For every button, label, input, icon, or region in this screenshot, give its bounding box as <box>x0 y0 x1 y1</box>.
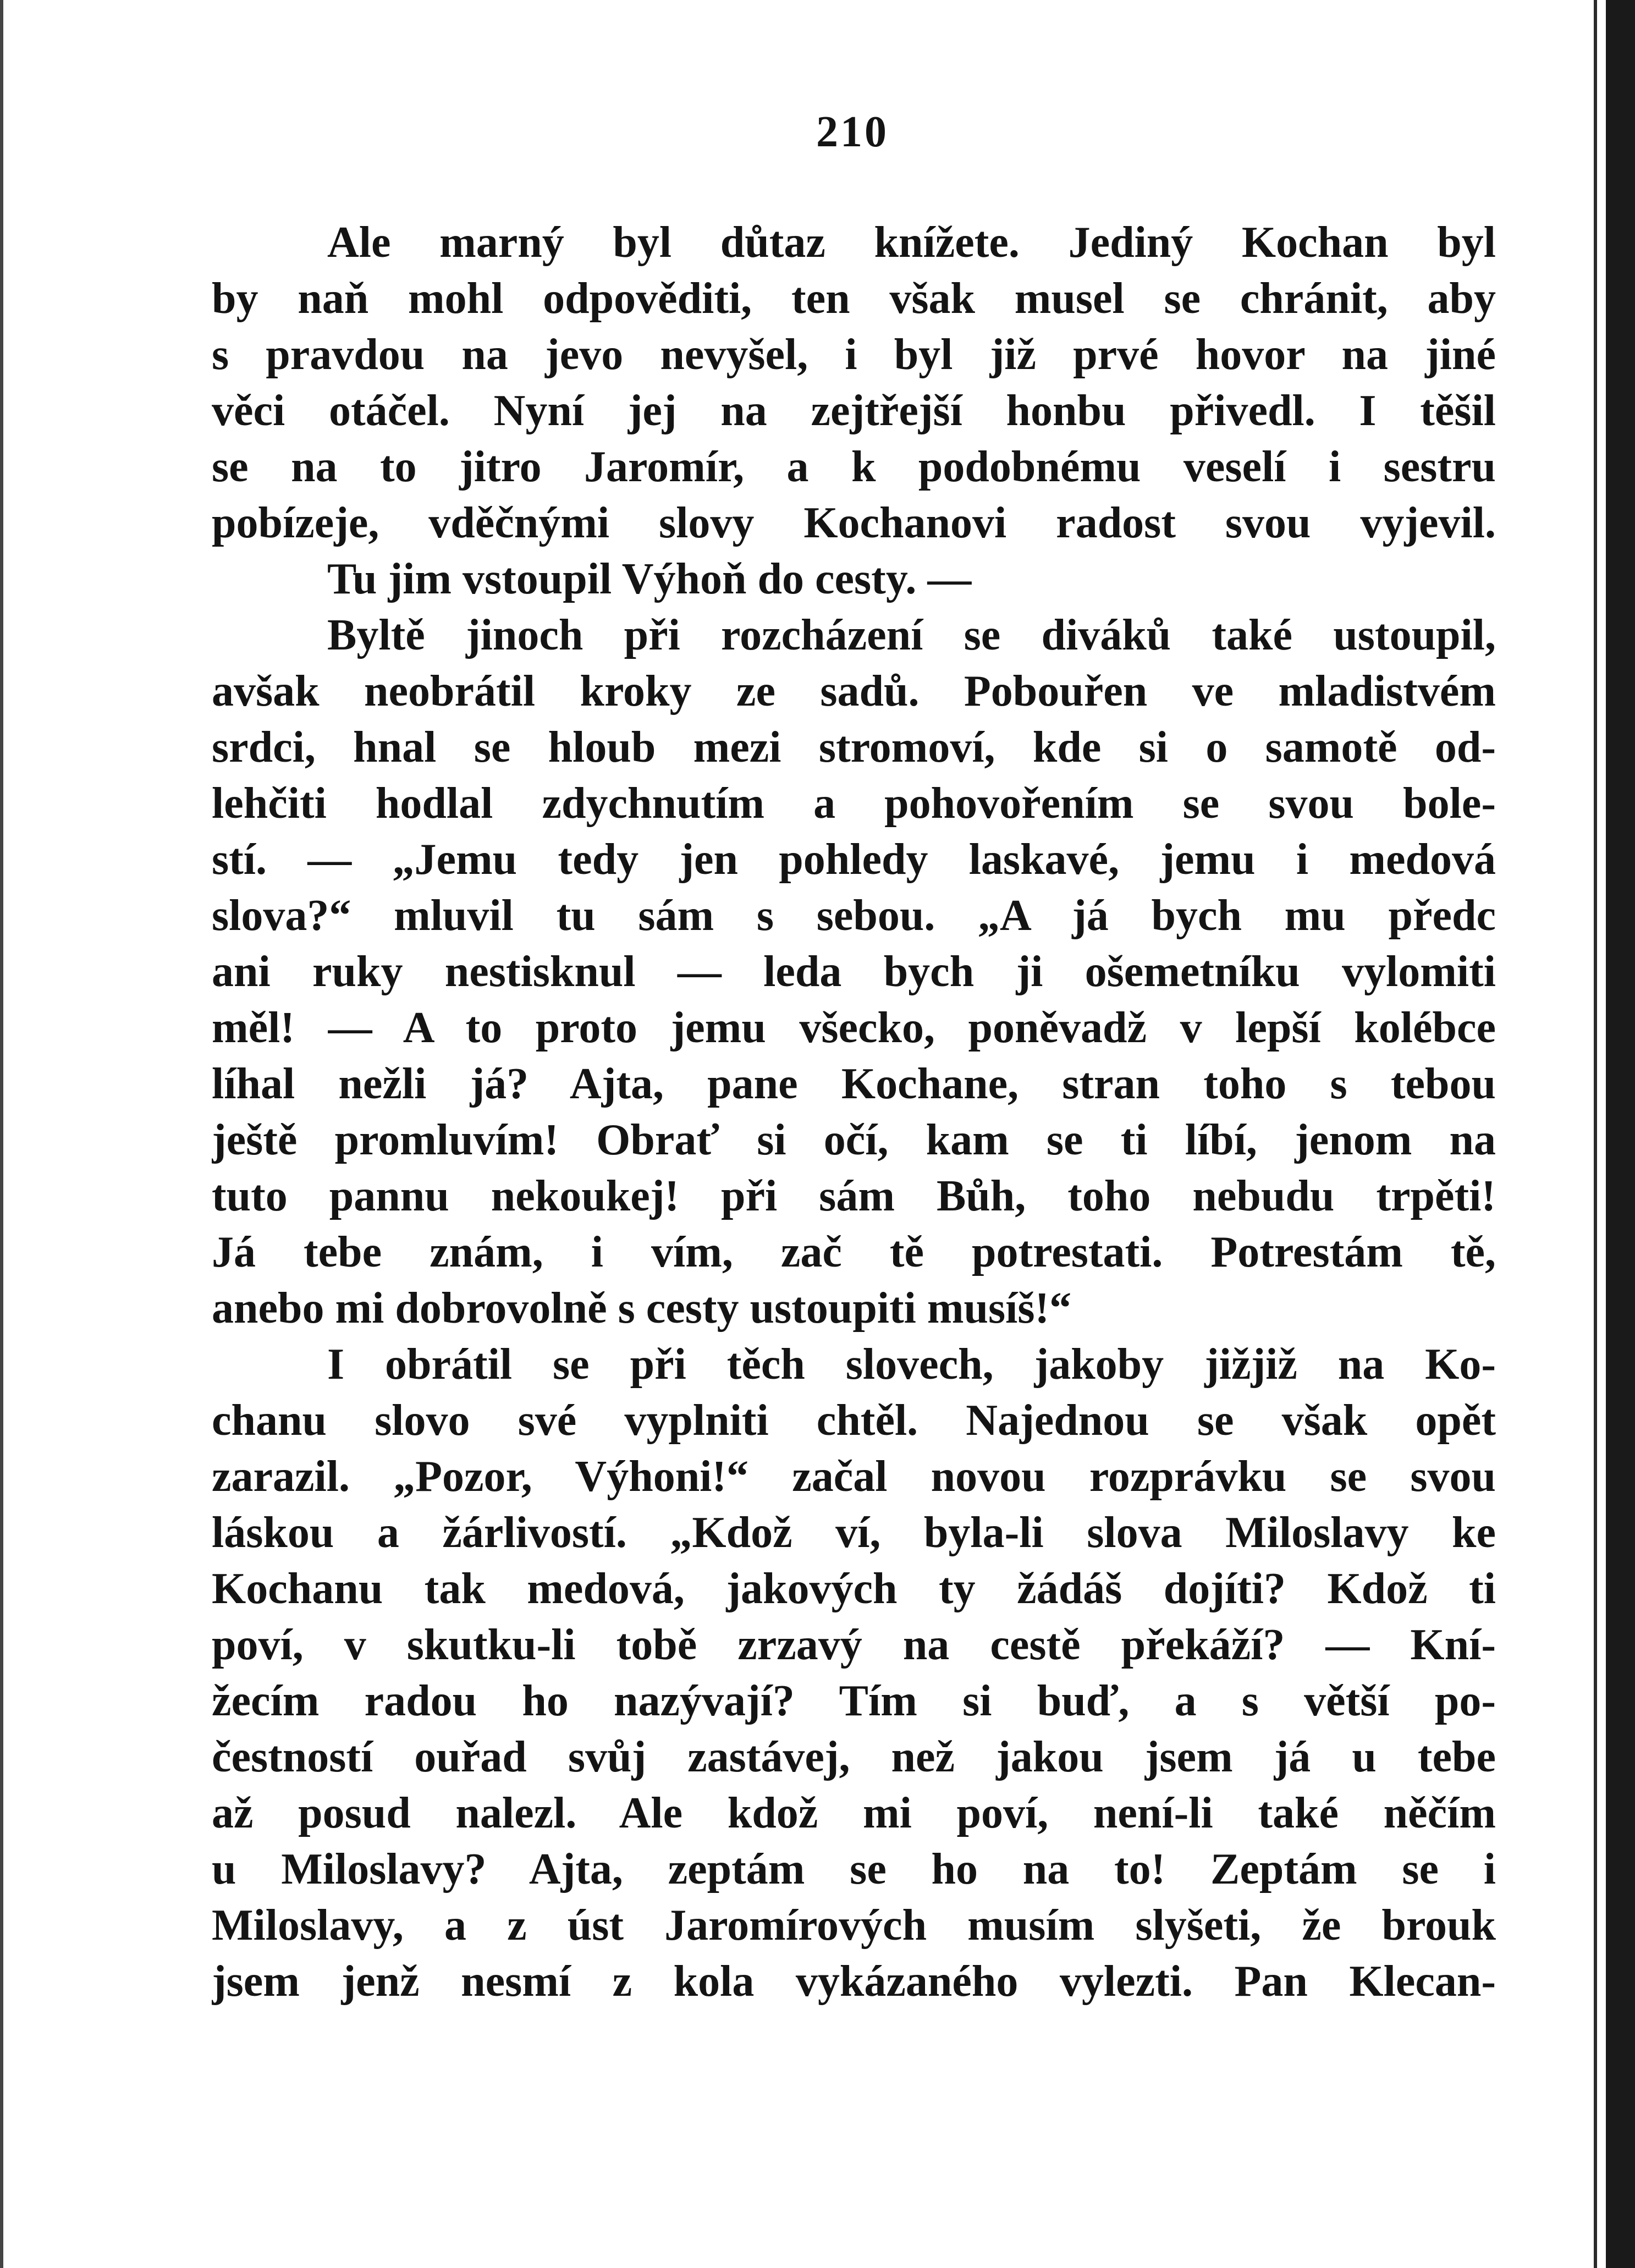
body-text <box>212 214 1496 2010</box>
text-line: Ale marný byl důtaz knížete. Jediný Kochan byl <box>327 218 1496 267</box>
text-line: zarazil. „Pozor, Výhoni!“ začal novou rozprávku se svou <box>212 1452 1496 1501</box>
text-line: měl! — A to proto jemu všecko, poněvadž v lepší kolébce <box>212 1004 1496 1052</box>
text-line: lehčiti hodlal zdychnutím a pohovořením se svou bole- <box>212 779 1496 828</box>
text-line: Miloslavy, a z úst Jaromírových musím slyšeti, že brouk <box>212 1901 1496 1950</box>
text-line: Kochanu tak medová, jakových ty žádáš dojíti? Kdož ti <box>212 1565 1496 1613</box>
text-line: chanu slovo své vyplniti chtěl. Najednou se však opět <box>212 1396 1496 1445</box>
text-line: poví, v skutku-li tobě zrzavý na cestě překáží? — Kní- <box>212 1621 1496 1669</box>
page-number: 210 <box>816 108 889 156</box>
text-line: anebo mi dobrovolně s cesty ustoupiti musíš!“ <box>212 1284 1072 1333</box>
text-line: se na to jitro Jaromír, a k podobnému veselí i sestru <box>212 443 1496 491</box>
text-line: avšak neobrátil kroky ze sadů. Pobouřen ve mladistvém <box>212 667 1496 715</box>
text-line: s pravdou na jevo nevyšel, i byl již prvé hovor na jiné <box>212 331 1496 379</box>
text-line: ani ruky nestisknul — leda bych ji ošemetníku vylomiti <box>212 948 1496 996</box>
text-line: láskou a žárlivostí. „Kdož ví, byla-li slova Miloslavy ke <box>212 1509 1496 1557</box>
text-line: by naň mohl odpověditi, ten však musel se chránit, aby <box>212 274 1496 323</box>
text-line: Tu jim vstoupil Výhoň do cesty. — <box>327 555 972 603</box>
text-line: věci otáčel. Nyní jej na zejtřejší honbu přivedl. I těšil <box>212 387 1496 435</box>
scan-right-edge-line <box>1594 0 1597 2268</box>
text-line: čestností ouřad svůj zastávej, než jakou jsem já u tebe <box>212 1733 1496 1781</box>
text-line: srdci, hnal se hloub mezi stromoví, kde si o samotě od- <box>212 723 1496 772</box>
text-line: jsem jenž nesmí z kola vykázaného vylezti. Pan Klecan- <box>212 1957 1496 2006</box>
scan-right-border <box>1606 0 1635 2268</box>
text-line: slova?“ mluvil tu sám s sebou. „A já bych mu předc <box>212 891 1496 940</box>
scan-left-edge <box>0 0 3 2268</box>
text-line: I obrátil se při těch slovech, jakoby jižjiž na Ko- <box>327 1340 1496 1389</box>
text-line: až posud nalezl. Ale kdož mi poví, není-li také něčím <box>212 1789 1496 1837</box>
text-line: Já tebe znám, i vím, zač tě potrestati. Potrestám tě, <box>212 1228 1496 1276</box>
text-line: žecím radou ho nazývají? Tím si buď, a s větší po- <box>212 1677 1496 1725</box>
text-line: stí. — „Jemu tedy jen pohledy laskavé, jemu i medová <box>212 835 1496 884</box>
text-line: tuto pannu nekoukej! při sám Bůh, toho nebudu trpěti! <box>212 1172 1496 1220</box>
text-line: Byltě jinoch při rozcházení se diváků také ustoupil, <box>327 611 1496 659</box>
text-line: líhal nežli já? Ajta, pane Kochane, stran toho s tebou <box>212 1060 1496 1108</box>
text-line: u Miloslavy? Ajta, zeptám se ho na to! Zeptám se i <box>212 1845 1496 1893</box>
text-line: ještě promluvím! Obrať si očí, kam se ti líbí, jenom na <box>212 1116 1496 1164</box>
text-line: pobízeje, vděčnými slovy Kochanovi radost svou vyjevil. <box>212 499 1496 547</box>
